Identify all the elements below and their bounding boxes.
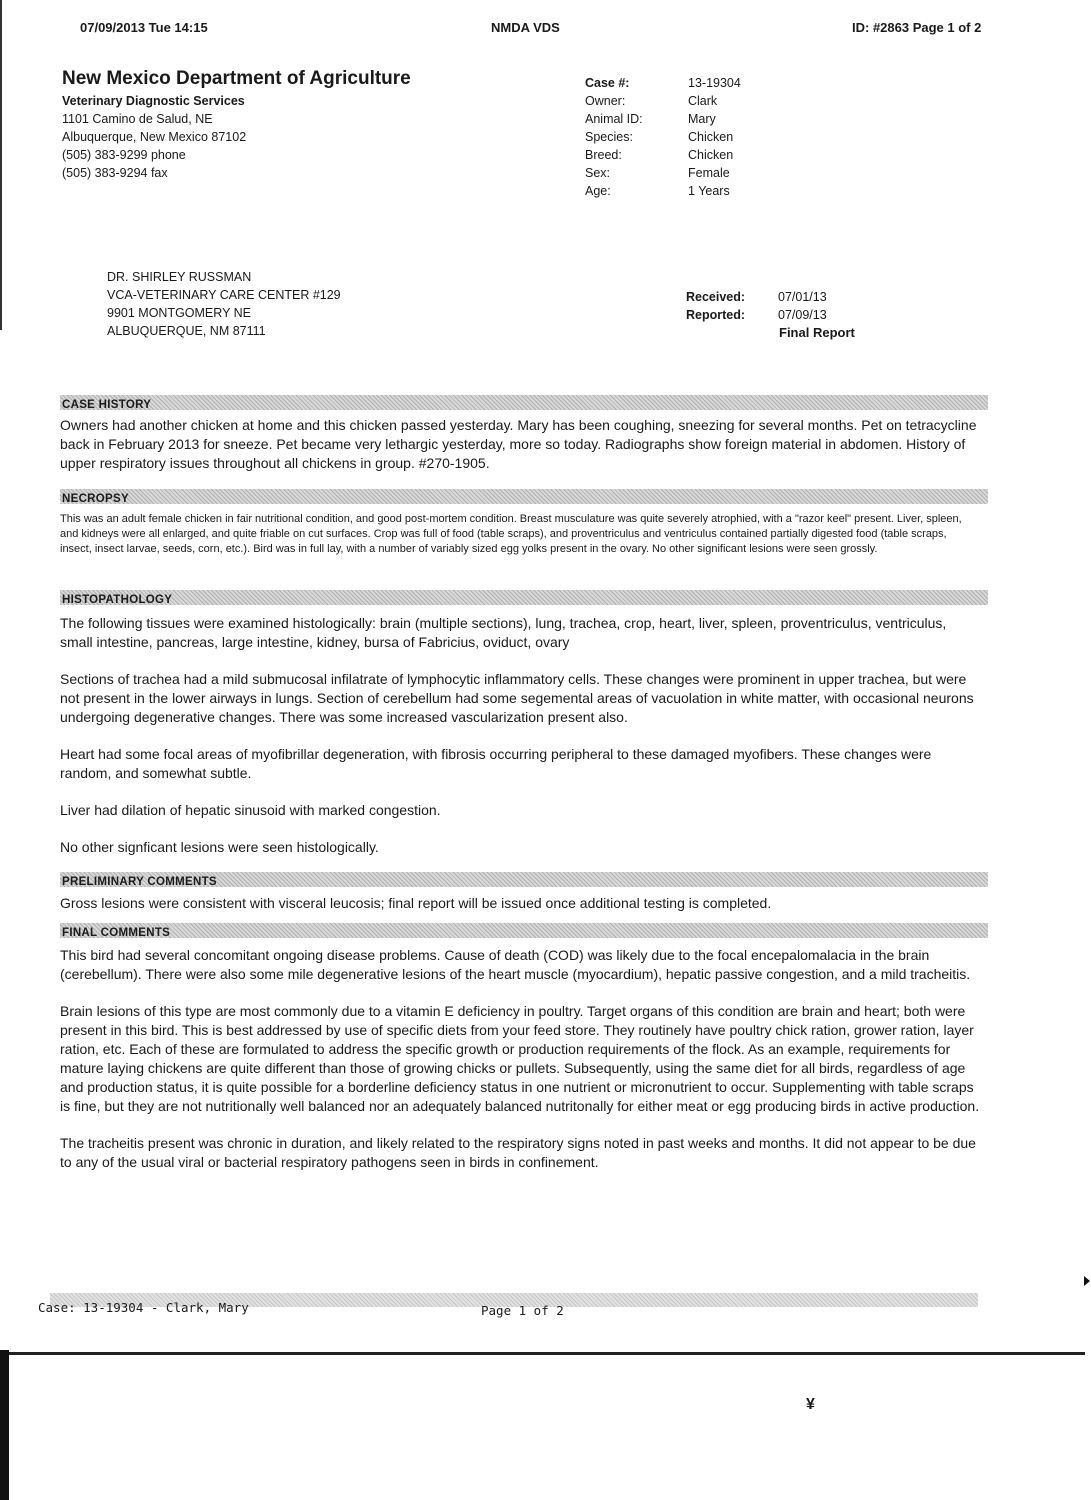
histopathology-tissues: The following tissues were examined histologically: brain (multiple sections), lung, trachea, crop, heart, liver, spleen, proventriculus, ventriculus, small intestine, pancreas, large intestine, kidney, bursa of Fabricius, oviduct, ovary — [60, 615, 947, 650]
section-header-preliminary — [60, 872, 988, 887]
fax-id-page: ID: #2863 Page 1 of 2 — [852, 20, 982, 35]
org-division: Veterinary Diagnostic Services — [62, 94, 245, 108]
section-title-preliminary: PRELIMINARY COMMENTS — [62, 876, 217, 888]
section-header-necropsy — [60, 489, 988, 504]
preliminary-text: Gross lesions were consistent with visceral leucosis; final report will be issued once additional testing is completed. — [60, 895, 772, 911]
fax-sender: NMDA VDS — [491, 20, 560, 35]
age-label: Age: — [585, 184, 611, 198]
histopathology-heart: Heart had some focal areas of myofibrillar degeneration, with fibrosis occurring peripheral to these damaged myofibers. These changes were random, and somewhat subtle. — [60, 746, 932, 781]
scan-edge-bottom — [0, 1350, 9, 1500]
scan-mark: ¥ — [806, 1396, 815, 1413]
org-address-block — [62, 92, 246, 182]
report-dates — [686, 288, 888, 324]
fax-datetime: 07/09/2013 Tue 14:15 — [80, 20, 208, 35]
recipient-city: ALBUQUERQUE, NM 87111 — [107, 324, 266, 338]
reported-label: Reported: — [686, 308, 746, 322]
case-info — [585, 74, 808, 200]
scan-edge-mark-left — [0, 0, 2, 330]
org-phone: (505) 383-9299 phone — [62, 148, 186, 162]
received-label: Received: — [686, 290, 746, 304]
section-header-case-history — [60, 395, 988, 410]
final-comments-cod: This bird had several concomitant ongoing disease problems. Cause of death (COD) was likely due to the focal encepalomalacia in the brain (cerebellum). There were also some mile degenerative lesions of the heart muscle (myocardium), hepatic passive congestion, and a mild tracheitis. — [60, 947, 971, 982]
case-number-value: 13-19304 — [688, 76, 741, 90]
sex-value: Female — [688, 166, 730, 180]
section-header-histopathology — [60, 590, 988, 605]
animal-id-label: Animal ID: — [585, 112, 643, 126]
org-address-line2: Albuquerque, New Mexico 87102 — [62, 130, 247, 144]
histopathology-liver: Liver had dilation of hepatic sinusoid with marked congestion. — [60, 802, 441, 818]
recipient-name: DR. SHIRLEY RUSSMAN — [107, 270, 252, 284]
received-value: 07/01/13 — [778, 290, 827, 304]
footer-case-line: Case: 13-19304 - Clark, Mary — [38, 1300, 249, 1315]
owner-label: Owner: — [585, 94, 626, 108]
recipient-address — [107, 268, 341, 340]
org-name: New Mexico Department of Agriculture — [62, 68, 411, 89]
report-status: Final Report — [779, 325, 855, 340]
age-value: 1 Years — [688, 184, 730, 198]
section-header-final — [60, 923, 988, 938]
recipient-clinic: VCA-VETERINARY CARE CENTER #129 — [107, 288, 341, 302]
section-title-histopathology: HISTOPATHOLOGY — [62, 594, 173, 606]
final-comments-vitamin-e: Brain lesions of this type are most commonly due to a vitamin E deficiency in poultry. Target organs of this condition are brain and heart; both were present in this bird. This is best addressed by use of specific diets from your feed store. They routinely have poultry chick ration, grower ration, layer ration, etc. Each of these are formulated to address the specific growth or production requirements of the flock. As an example, requirements for mature laying chickens are quite different than those of growing chicks or pullets. Subsequently, using the same diet for all birds, regardless of age and production status, it is quite possible for a borderline deficiency status in one nutrient or micronutrient to occur. Supplementing with table scraps is fine, but they are not nutritionally well balanced nor an adequately balanced nutritonally for either meat or egg producing birds in active production. — [60, 1003, 980, 1114]
animal-id-value: Mary — [688, 112, 716, 126]
case-history-text: Owners had another chicken at home and this chicken passed yesterday. Mary has been coughing, sneezing for several months. Pet on tetracycline back in February 2013 for sneeze. Pet became very lethargic yesterday, more so today. Radiographs show foreign material in abdomen. History of upper respiratory issues throughout all chickens in group. #270-1905. — [60, 417, 977, 471]
section-title-case-history: CASE HISTORY — [62, 399, 152, 411]
final-comments-tracheitis: The tracheitis present was chronic in duration, and likely related to the respiratory signs noted in past weeks and months. It did not appear to be due to any of the usual viral or bacterial respiratory pathogens seen in birds in confinement. — [60, 1135, 976, 1170]
section-title-final: FINAL COMMENTS — [62, 927, 171, 939]
section-title-necropsy: NECROPSY — [62, 493, 129, 505]
page-divider-line — [5, 1352, 1085, 1355]
org-address-line1: 1101 Camino de Salud, NE — [62, 112, 213, 126]
breed-value: Chicken — [688, 148, 734, 162]
case-number-label: Case #: — [585, 76, 630, 90]
final-comments-body — [60, 946, 980, 1190]
owner-value: Clark — [688, 94, 718, 108]
reported-value: 07/09/13 — [778, 308, 827, 322]
footer-page-number: Page 1 of 2 — [481, 1303, 564, 1318]
histopathology-summary: No other signficant lesions were seen histologically. — [60, 839, 379, 855]
scan-edge-mark-right — [1084, 1276, 1090, 1286]
sex-label: Sex: — [585, 166, 611, 180]
breed-label: Breed: — [585, 148, 622, 162]
histopathology-body — [60, 614, 980, 875]
necropsy-text: This was an adult female chicken in fair nutritional condition, and good post-mortem condition. Breast musculature was quite severely atrophied, with a "razor keel" present. Liver, spleen, and kidneys were all enlarged, and quite friable on cut surfaces. Crop was full of food (table scraps), and proventriculus and ventriculus contained partially digested food (table scraps, insect, insect larvae, seeds, corn, etc.). Bird was in full lay, with a number of variably sized egg yolks present in the ovary. No other significant lesions were seen grossly. — [60, 513, 962, 555]
org-fax: (505) 383-9294 fax — [62, 166, 168, 180]
species-value: Chicken — [688, 130, 734, 144]
recipient-street: 9901 MONTGOMERY NE — [107, 306, 252, 320]
histopathology-trachea: Sections of trachea had a mild submucosal infilatrate of lymphocytic inflammatory cells. These changes were prominent in upper trachea, but were not present in the lower airways in lungs. Section of cerebellum had some segemental areas of vacuolation in white matter, with occasional neurons undergoing degenerative changes. There was some increased vascularization present also. — [60, 671, 974, 725]
species-label: Species: — [585, 130, 633, 144]
